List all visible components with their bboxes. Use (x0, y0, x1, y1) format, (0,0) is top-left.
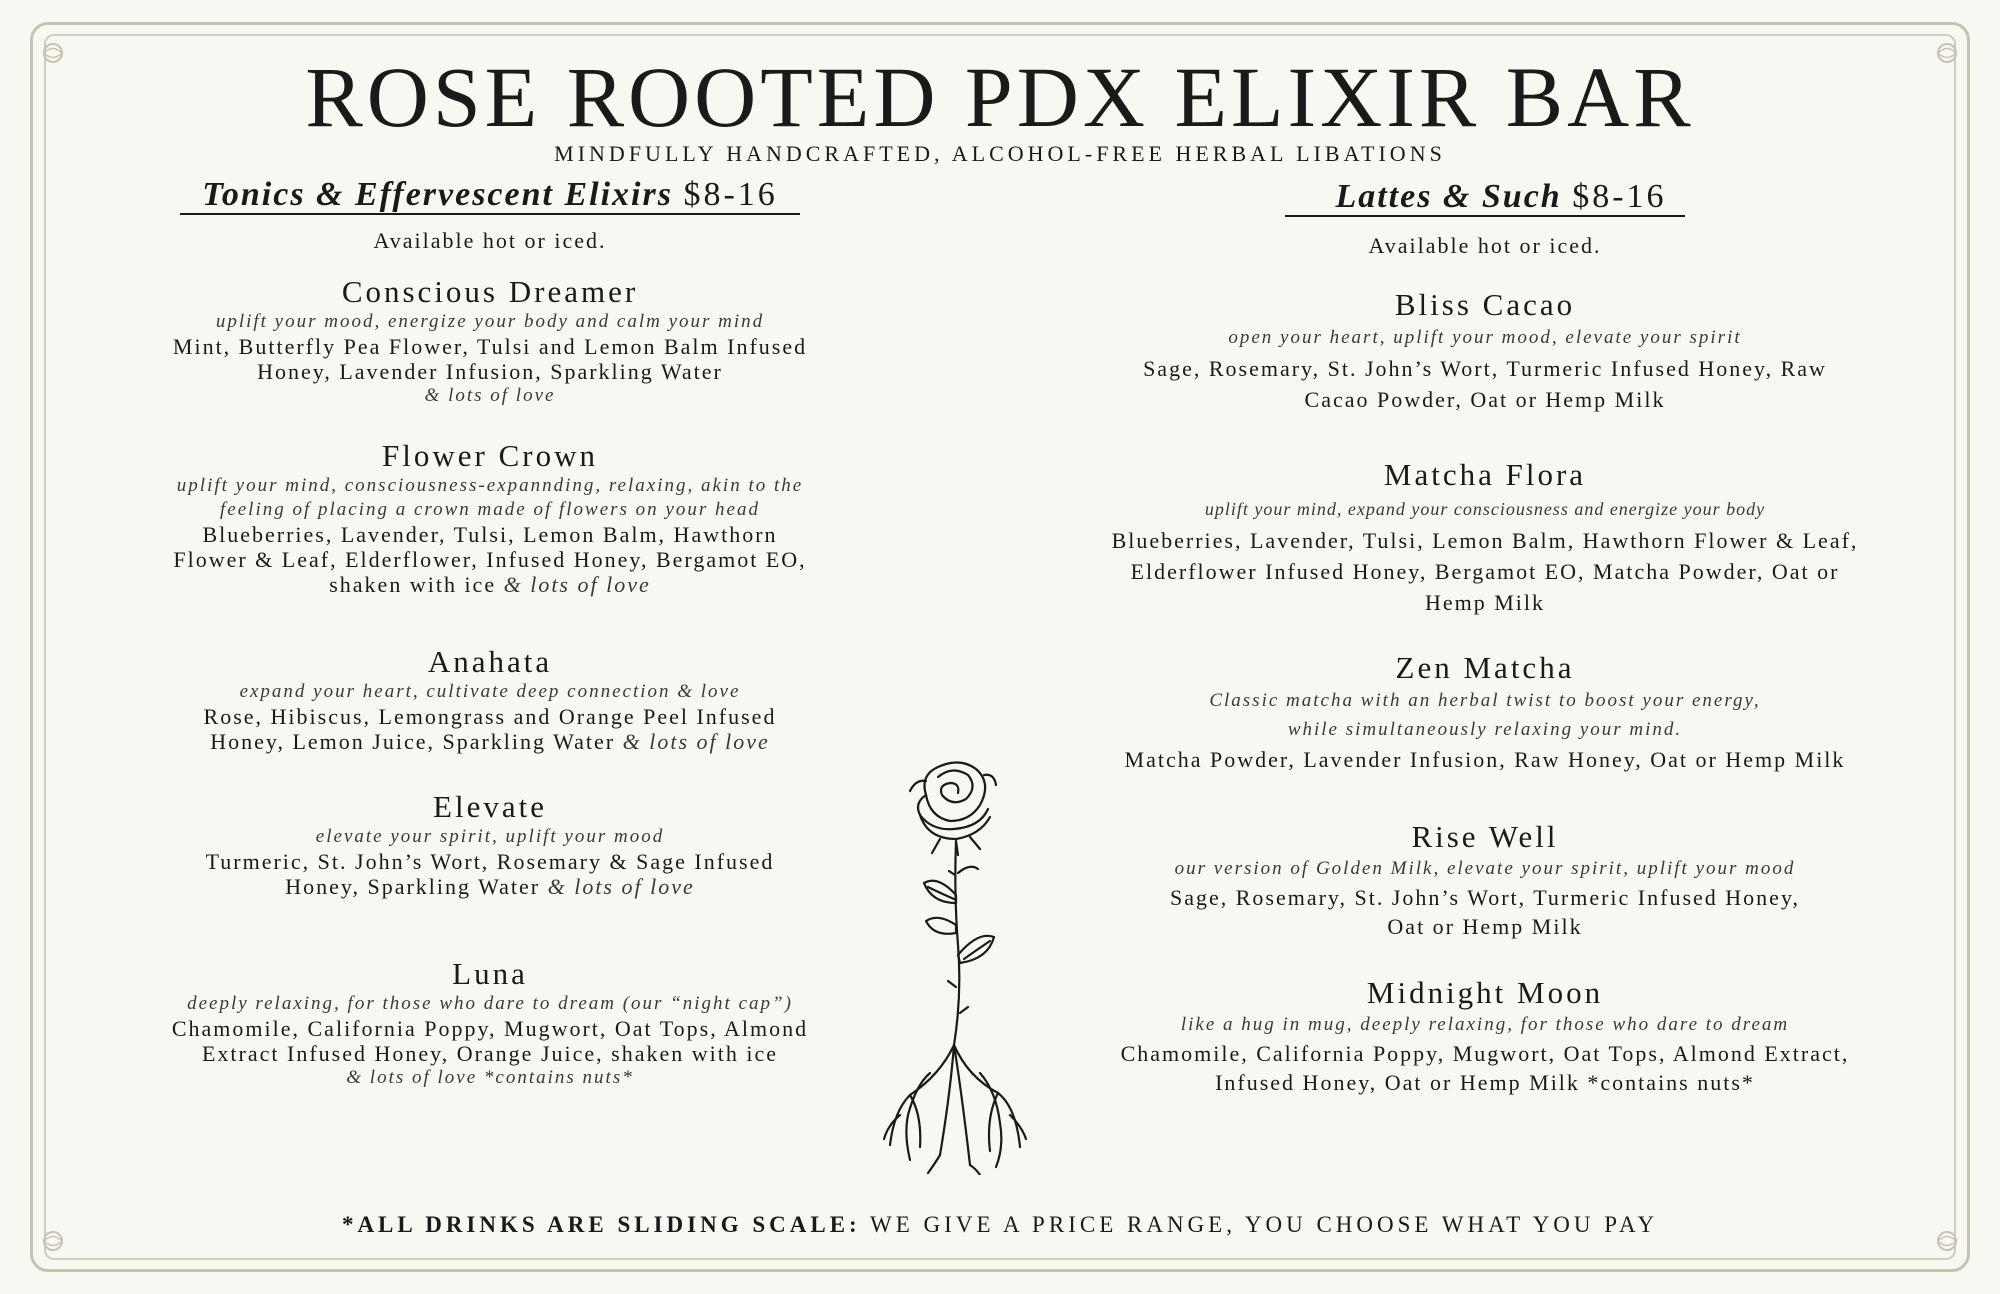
item-tagline: & lots of love (622, 729, 770, 754)
item-description: like a hug in mug, deeply relaxing, for those who dare to dream (1180, 1014, 1790, 1035)
item-description: uplift your mood, energize your body and calm your mind (215, 311, 765, 332)
item-name: Elevate (433, 789, 547, 824)
sliding-scale-note (0, 1212, 2000, 1238)
item-description: elevate your spirit, uplift your mood (315, 826, 665, 847)
menu-item (1035, 457, 1935, 618)
menu-item (95, 789, 885, 899)
tonics-column (95, 0, 885, 1294)
item-ingredients: Flower & Leaf, Elderflower, Infused Honey, Bergamot EO, (173, 547, 807, 572)
item-name: Zen Matcha (1395, 650, 1575, 685)
item-ingredients: Blueberries, Lavender, Tulsi, Lemon Balm, Hawthorn (202, 522, 778, 547)
menu-item (1035, 819, 1935, 941)
lattes-availability: Available hot or iced. (1368, 233, 1602, 258)
item-description: Classic matcha with an herbal twist to boost your energy, (1209, 690, 1761, 711)
item-description: deeply relaxing, for those who dare to dream (our “night cap”) (187, 993, 793, 1014)
item-ingredients: Honey, Lavender Infusion, Sparkling Water (257, 359, 723, 384)
footer-rest: WE GIVE A PRICE RANGE, YOU CHOOSE WHAT YOU PAY (860, 1212, 1659, 1237)
menu-item (1035, 975, 1935, 1097)
tonics-heading-label: Tonics & Effervescent Elixirs (202, 176, 673, 213)
item-description: while simultaneously relaxing your mind. (1287, 719, 1683, 740)
menu-item (95, 438, 885, 597)
menu-title: ROSE ROOTED PDX ELIXIR BAR (305, 49, 1695, 145)
lattes-heading (1035, 178, 1935, 217)
item-ingredients: Cacao Powder, Oat or Hemp Milk (1304, 387, 1666, 412)
item-ingredients: Extract Infused Honey, Orange Juice, shaken with ice (201, 1041, 778, 1066)
lattes-heading-label: Lattes & Such (1335, 178, 1562, 215)
menu-item (95, 956, 885, 1090)
item-name: Flower Crown (382, 438, 598, 473)
menu-item (1035, 650, 1935, 775)
item-tagline: & lots of love *contains nuts* (346, 1067, 634, 1088)
item-ingredients: shaken with ice (329, 572, 497, 597)
lattes-column (1035, 0, 1935, 1294)
item-name: Midnight Moon (1366, 975, 1604, 1010)
item-ingredients: Matcha Powder, Lavender Infusion, Raw Honey, Oat or Hemp Milk (1124, 747, 1846, 772)
item-ingredients: Oat or Hemp Milk (1387, 914, 1583, 939)
item-ingredients: Sage, Rosemary, St. John’s Wort, Turmeric Infused Honey, Raw (1143, 356, 1827, 381)
item-name: Matcha Flora (1383, 457, 1587, 492)
item-ingredients: Honey, Sparkling Water (285, 874, 541, 899)
item-ingredients: Chamomile, California Poppy, Mugwort, Oat Tops, Almond (171, 1016, 809, 1041)
item-ingredients: Honey, Lemon Juice, Sparkling Water (210, 729, 616, 754)
item-ingredients-line (95, 729, 885, 754)
item-description: our version of Golden Milk, elevate your spirit, uplift your mood (1174, 858, 1796, 879)
item-ingredients: Infused Honey, Oat or Hemp Milk *contains nuts* (1215, 1070, 1755, 1095)
item-ingredients: Blueberries, Lavender, Tulsi, Lemon Balm, Hawthorn Flower & Leaf, (1111, 528, 1859, 553)
item-tagline: & lots of love (547, 874, 695, 899)
item-ingredients-line (95, 874, 885, 899)
item-tagline: & lots of love (424, 385, 556, 406)
item-tagline: & lots of love (503, 572, 651, 597)
item-name: Rise Well (1411, 819, 1559, 854)
menu-item (1035, 287, 1935, 415)
item-description: uplift your mind, expand your consciousness and energize your body (1204, 499, 1766, 519)
tonics-price: $8-16 (683, 176, 778, 213)
item-ingredients: Turmeric, St. John’s Wort, Rosemary & Sage Infused (205, 849, 775, 874)
item-description: feeling of placing a crown made of flowers on your head (220, 499, 760, 520)
item-ingredients: Elderflower Infused Honey, Bergamot EO, Matcha Powder, Oat or (1130, 559, 1840, 584)
item-ingredients: Rose, Hibiscus, Lemongrass and Orange Peel Infused (203, 704, 777, 729)
item-ingredients-line (95, 572, 885, 597)
item-ingredients: Chamomile, California Poppy, Mugwort, Oat Tops, Almond Extract, (1120, 1041, 1850, 1066)
lattes-price: $8-16 (1572, 178, 1667, 215)
menu-subtitle: MINDFULLY HANDCRAFTED, ALCOHOL-FREE HERBAL LIBATIONS (554, 141, 1446, 166)
item-name: Anahata (427, 644, 553, 679)
footer-bold: *ALL DRINKS ARE SLIDING SCALE: (341, 1212, 861, 1237)
item-ingredients: Sage, Rosemary, St. John’s Wort, Turmeric Infused Honey, (1169, 885, 1801, 910)
item-description: open your heart, uplift your mood, elevate your spirit (1228, 327, 1742, 348)
tonics-availability: Available hot or iced. (373, 228, 607, 253)
item-name: Bliss Cacao (1394, 287, 1576, 322)
item-ingredients: Mint, Butterfly Pea Flower, Tulsi and Lemon Balm Infused (172, 334, 808, 359)
item-ingredients: Hemp Milk (1424, 590, 1546, 615)
menu-item (95, 274, 885, 408)
item-description: expand your heart, cultivate deep connection & love (239, 681, 741, 702)
item-name: Luna (452, 956, 528, 991)
rose-illustration-icon (880, 755, 1030, 1175)
item-description: uplift your mind, consciousness-expannding, relaxing, akin to the (176, 475, 804, 496)
item-name: Conscious Dreamer (341, 274, 639, 309)
menu-item (95, 644, 885, 754)
tonics-heading (95, 176, 885, 215)
